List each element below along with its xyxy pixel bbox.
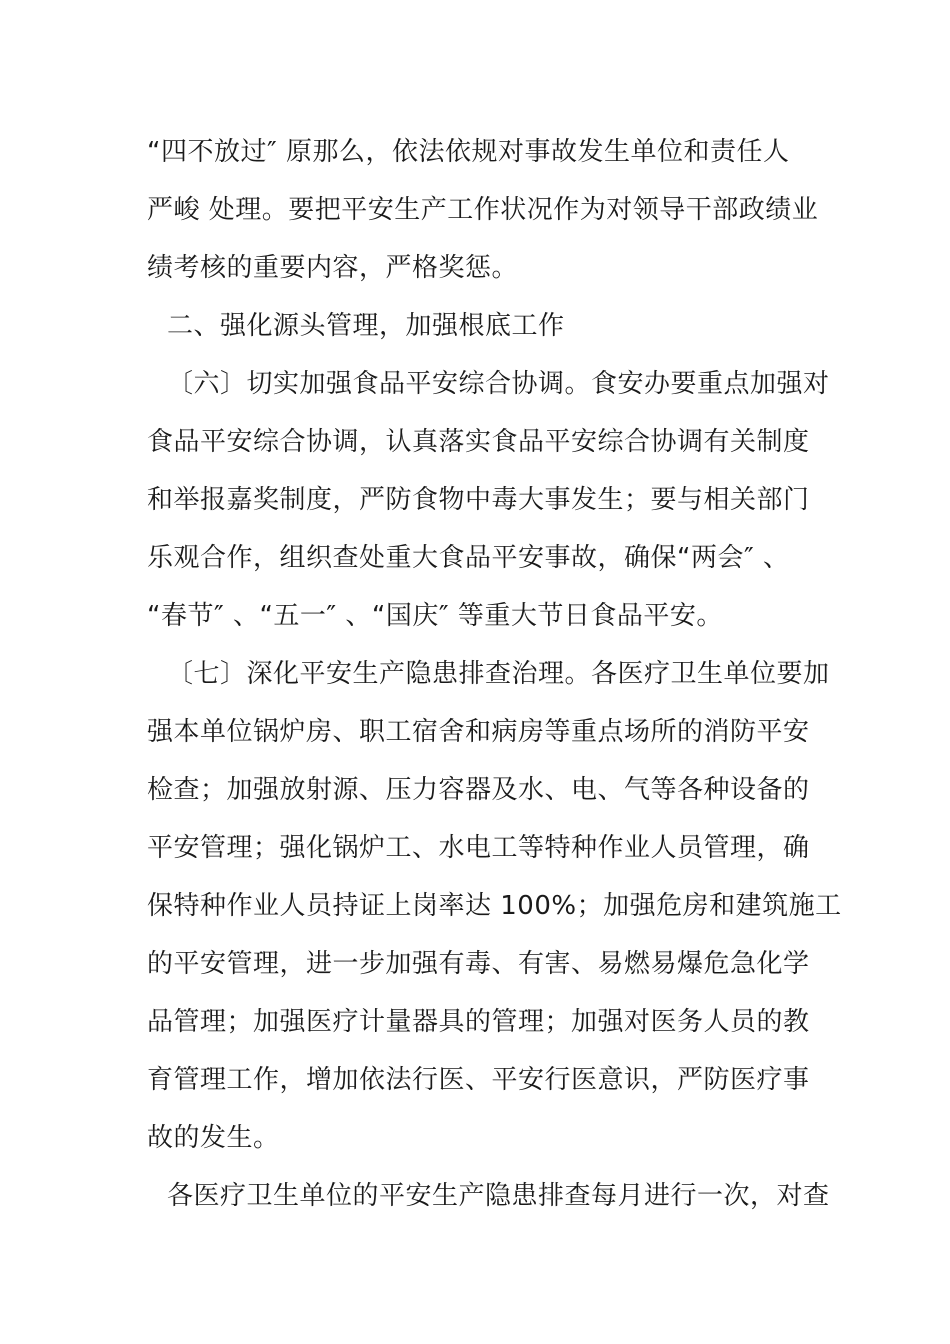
text-line-14: 保特种作业人员持证上岗率达 100%；加强危房和建筑施工 xyxy=(147,891,842,921)
text-line-16: 品管理；加强医疗计量器具的管理；加强对医务人员的教 xyxy=(147,1007,810,1037)
text-line-18: 故的发生。 xyxy=(147,1123,280,1153)
section-heading: 二、强化源头管理，加强根底工作 xyxy=(167,311,565,341)
text-line-15: 的平安管理，进一步加强有毒、有害、易燃易爆危急化学 xyxy=(147,949,810,979)
text-line-1: “四不放过″ 原那么，依法依规对事故发生单位和责任人 xyxy=(147,137,790,167)
text-line-5: 〔六〕切实加强食品平安综合协调。食安办要重点加强对 xyxy=(167,369,830,399)
text-line-10: 〔七〕深化平安生产隐患排查治理。各医疗卫生单位要加 xyxy=(167,659,830,689)
text-line-8: 乐观合作，组织查处重大食品平安事故，确保“两会″ 、 xyxy=(147,543,790,573)
text-line-2: 严峻 处理。要把平安生产工作状况作为对领导干部政绩业 xyxy=(147,195,819,225)
text-line-3: 绩考核的重要内容，严格奖惩。 xyxy=(147,253,519,283)
text-line-9: “春节″ 、“五一″ 、“国庆″ 等重大节日食品平安。 xyxy=(147,601,723,631)
text-line-11: 强本单位锅炉房、职工宿舍和病房等重点场所的消防平安 xyxy=(147,717,810,747)
text-line-6: 食品平安综合协调，认真落实食品平安综合协调有关制度 xyxy=(147,427,810,457)
text-line-12: 检查；加强放射源、压力容器及水、电、气等各种设备的 xyxy=(147,775,810,805)
text-line-7: 和举报嘉奖制度，严防食物中毒大事发生；要与相关部门 xyxy=(147,485,810,515)
text-line-19: 各医疗卫生单位的平安生产隐患排查每月进行一次，对查 xyxy=(167,1181,830,1211)
text-line-17: 育管理工作，增加依法行医、平安行医意识，严防医疗事 xyxy=(147,1065,810,1095)
text-line-13: 平安管理；强化锅炉工、水电工等特种作业人员管理，确 xyxy=(147,833,810,863)
